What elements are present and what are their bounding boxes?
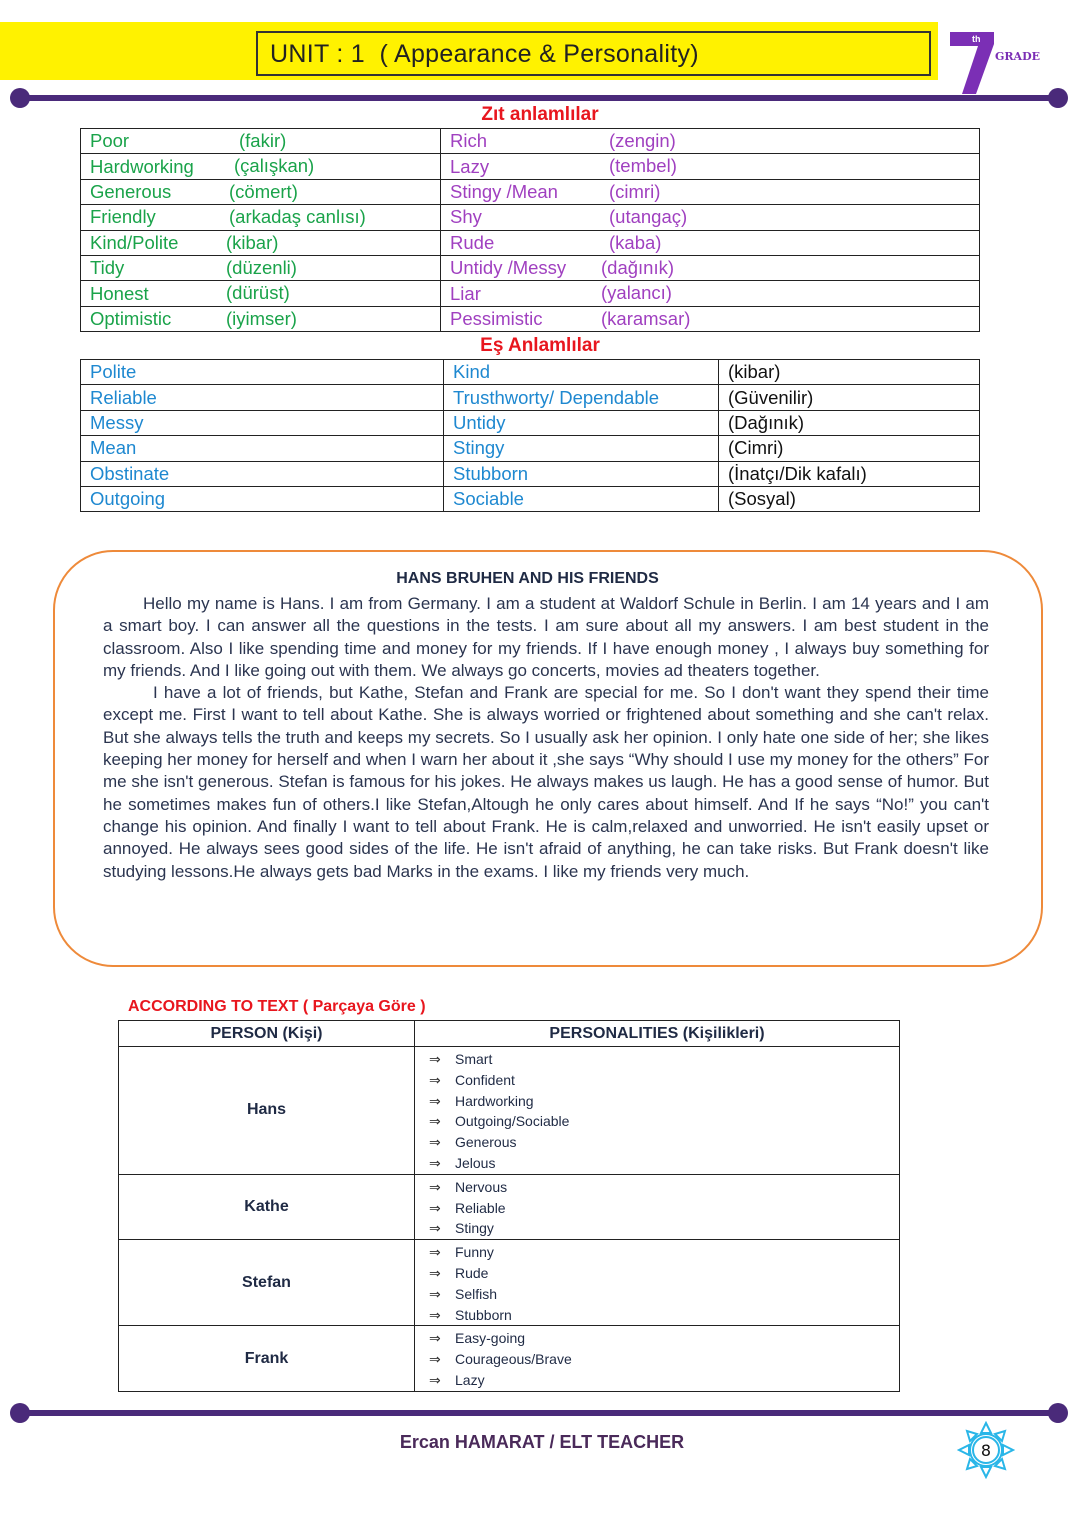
antonym-row bbox=[81, 255, 980, 280]
arrow-icon: ⇒ bbox=[429, 1134, 441, 1151]
word: Messy bbox=[81, 410, 444, 435]
synonym-row bbox=[81, 410, 980, 435]
translation: (Güvenilir) bbox=[719, 385, 980, 410]
according-title: ACCORDING TO TEXT ( Parçaya Göre ) bbox=[128, 998, 426, 1015]
antonym-left-cell bbox=[81, 306, 441, 331]
translation: (düzenli) bbox=[226, 256, 297, 278]
arrow-icon: ⇒ bbox=[429, 1371, 441, 1388]
synonym: Stingy bbox=[444, 436, 719, 461]
arrow-icon: ⇒ bbox=[429, 1264, 441, 1281]
translation: (Sosyal) bbox=[719, 486, 980, 511]
person-name: Frank bbox=[119, 1326, 415, 1391]
trait-item bbox=[429, 1218, 899, 1239]
story-text bbox=[103, 593, 989, 883]
translation: (zengin) bbox=[609, 130, 676, 151]
person-name: Hans bbox=[119, 1047, 415, 1175]
trait: Jelous bbox=[455, 1154, 496, 1171]
synonyms-table bbox=[80, 359, 980, 512]
antonym-left-cell bbox=[81, 205, 441, 230]
opposite-word: Stingy /Mean bbox=[450, 180, 558, 202]
antonym-row bbox=[81, 281, 980, 306]
opposite-word: Untidy /Messy bbox=[450, 257, 567, 279]
opposite-word: Rude bbox=[450, 231, 495, 253]
arrow-icon: ⇒ bbox=[429, 1351, 441, 1368]
translation: (dürüst) bbox=[226, 282, 290, 304]
trait: Funny bbox=[455, 1244, 494, 1261]
trait-item bbox=[429, 1328, 899, 1349]
arrow-icon: ⇒ bbox=[429, 1244, 441, 1261]
synonym: Trusthworty/ Dependable bbox=[444, 385, 719, 410]
divider-dot bbox=[1048, 1403, 1068, 1423]
word: Mean bbox=[81, 436, 444, 461]
antonym-right-cell bbox=[441, 154, 980, 179]
trait-item bbox=[429, 1284, 899, 1305]
translation: (arkadaş canlısı) bbox=[229, 206, 366, 228]
antonym-left-cell bbox=[81, 281, 441, 306]
story-title: HANS BRUHEN AND HIS FRIENDS bbox=[396, 570, 659, 587]
opposite-word: Pessimistic bbox=[450, 307, 543, 329]
word: Friendly bbox=[90, 206, 156, 228]
arrow-icon: ⇒ bbox=[429, 1220, 441, 1237]
trait-item bbox=[429, 1132, 899, 1153]
trait-item bbox=[429, 1091, 899, 1112]
translation: (cömert) bbox=[229, 180, 298, 202]
word: Outgoing bbox=[81, 486, 444, 511]
antonym-right-cell bbox=[441, 281, 980, 306]
translation: (Cimri) bbox=[719, 436, 980, 461]
word: Kind/Polite bbox=[90, 231, 179, 253]
antonym-left-cell bbox=[81, 255, 441, 280]
opposite-word: Rich bbox=[450, 130, 488, 152]
antonym-right-cell bbox=[441, 205, 980, 230]
trait: Smart bbox=[455, 1051, 493, 1067]
page-number-sun-icon bbox=[957, 1421, 1015, 1479]
translation: (çalışkan) bbox=[234, 155, 315, 177]
translation: (utangaç) bbox=[609, 206, 688, 228]
synonym: Sociable bbox=[444, 486, 719, 511]
word: Obstinate bbox=[81, 461, 444, 486]
arrow-icon: ⇒ bbox=[429, 1199, 441, 1216]
divider-dot bbox=[10, 1403, 30, 1423]
translation: (kibar) bbox=[719, 360, 980, 385]
translation: (kaba) bbox=[609, 231, 662, 253]
grade-logo-suffix: th bbox=[972, 34, 981, 44]
word: Reliable bbox=[81, 385, 444, 410]
opposite-word: Shy bbox=[450, 206, 482, 228]
arrow-icon: ⇒ bbox=[429, 1330, 441, 1347]
footer-author: Ercan HAMARAT / ELT TEACHER bbox=[399, 1432, 685, 1452]
traits-cell bbox=[415, 1047, 900, 1175]
synonym-row bbox=[81, 385, 980, 410]
synonym: Kind bbox=[444, 360, 719, 385]
trait: Rude bbox=[455, 1264, 489, 1281]
word: Optimistic bbox=[90, 307, 172, 329]
trait-item bbox=[429, 1153, 899, 1174]
trait: Nervous bbox=[455, 1178, 508, 1195]
antonym-row bbox=[81, 306, 980, 331]
trait-item bbox=[429, 1305, 899, 1326]
antonyms-table bbox=[80, 128, 980, 332]
arrow-icon: ⇒ bbox=[429, 1178, 441, 1195]
synonym-row bbox=[81, 486, 980, 511]
arrow-icon: ⇒ bbox=[429, 1071, 441, 1088]
antonyms-title: Zıt anlamlılar bbox=[481, 104, 599, 125]
trait: Generous bbox=[455, 1134, 517, 1151]
opposite-word: Lazy bbox=[450, 155, 490, 177]
divider-top bbox=[20, 95, 1060, 101]
person-row bbox=[119, 1326, 900, 1391]
trait-item bbox=[429, 1370, 899, 1391]
word: Polite bbox=[81, 360, 444, 385]
synonym: Untidy bbox=[444, 410, 719, 435]
antonym-right-cell bbox=[441, 255, 980, 280]
trait: Selfish bbox=[455, 1285, 498, 1302]
col-personalities: PERSONALITIES (Kişilikleri) bbox=[415, 1021, 900, 1047]
person-row bbox=[119, 1240, 900, 1326]
antonym-left-cell bbox=[81, 154, 441, 179]
synonym-row bbox=[81, 360, 980, 385]
trait: Lazy bbox=[455, 1371, 485, 1388]
trait-item bbox=[429, 1111, 899, 1132]
person-name: Kathe bbox=[119, 1174, 415, 1239]
story-paragraph-1: Hello my name is Hans. I am from Germany. I am a student at Waldorf Schule in Berlin. I am 14 years and I am a smart boy. I can answer all the questions in the tests. I am sure about all my answers. I am best student in the classroom. Also I like spending time and money for my friends. If I have enough money , I always buy something for my friends. And I like going out with them. We always go concerts, movies ad theaters together. bbox=[103, 594, 989, 680]
translation: (dağınık) bbox=[601, 256, 675, 278]
synonym-row bbox=[81, 436, 980, 461]
trait-item bbox=[429, 1242, 899, 1263]
antonym-right-cell bbox=[441, 306, 980, 331]
trait: Stingy bbox=[455, 1220, 494, 1237]
word: Poor bbox=[90, 130, 130, 152]
antonym-left-cell bbox=[81, 230, 441, 255]
arrow-icon: ⇒ bbox=[429, 1285, 441, 1302]
trait: Easy-going bbox=[455, 1330, 526, 1347]
personalities-table bbox=[118, 1020, 900, 1392]
translation: (Dağınık) bbox=[719, 410, 980, 435]
translation: (iyimser) bbox=[226, 307, 297, 329]
antonym-row bbox=[81, 230, 980, 255]
col-person: PERSON (Kişi) bbox=[119, 1021, 415, 1047]
word: Tidy bbox=[90, 257, 125, 279]
translation: (tembel) bbox=[609, 155, 677, 177]
synonyms-title: Eş Anlamlılar bbox=[480, 335, 600, 356]
antonym-left-cell bbox=[81, 179, 441, 204]
trait: Hardworking bbox=[455, 1092, 534, 1109]
arrow-icon: ⇒ bbox=[429, 1113, 441, 1130]
antonym-row bbox=[81, 179, 980, 204]
trait: Outgoing/Sociable bbox=[455, 1113, 570, 1130]
antonym-right-cell bbox=[441, 230, 980, 255]
person-row bbox=[119, 1174, 900, 1239]
opposite-word: Liar bbox=[450, 282, 481, 304]
trait: Stubborn bbox=[455, 1306, 512, 1323]
trait-item bbox=[429, 1177, 899, 1198]
antonym-right-cell bbox=[441, 179, 980, 204]
traits-cell bbox=[415, 1326, 900, 1391]
arrow-icon: ⇒ bbox=[429, 1092, 441, 1109]
translation: (fakir) bbox=[239, 130, 287, 151]
page-number: 8 bbox=[980, 1441, 992, 1460]
trait-item bbox=[429, 1263, 899, 1284]
grade-logo-label: GRADE bbox=[995, 50, 1040, 63]
traits-cell bbox=[415, 1240, 900, 1326]
translation: (İnatçı/Dik kafalı) bbox=[719, 461, 980, 486]
trait-item bbox=[429, 1198, 899, 1219]
translation: (karamsar) bbox=[601, 307, 691, 329]
word: Hardworking bbox=[90, 155, 194, 177]
antonym-right-cell bbox=[441, 129, 980, 154]
traits-cell bbox=[415, 1174, 900, 1239]
trait: Confident bbox=[455, 1071, 515, 1088]
synonym-row bbox=[81, 461, 980, 486]
trait-item bbox=[429, 1349, 899, 1370]
translation: (cimri) bbox=[609, 180, 661, 202]
arrow-icon: ⇒ bbox=[429, 1154, 441, 1171]
unit-title: UNIT : 1 ( Appearance & Personality) bbox=[256, 31, 931, 76]
antonym-row bbox=[81, 129, 980, 154]
translation: (kibar) bbox=[226, 231, 279, 253]
arrow-icon: ⇒ bbox=[429, 1306, 441, 1323]
story-paragraph-2: I have a lot of friends, but Kathe, Stefan and Frank are special for me. So I don't want they spend their time except me. First I want to tell about Kathe. She is always worried or frightened about something and she can't relax. But she always tells the truth and keeps my secrets. So I usually ask her opinion. I only hate one side of her; she likes keeping her money for herself and when I warn her about it ,she says “Why should I use my money for the others” For me she isn't generous. Stefan is famous for his jokes. He always makes us laugh. He has a good sense of humor. But he sometimes makes fun of others.I like Stefan,Altough he only cares about himself. And If he says “No!” you can't change his opinion. And finally I want to tell about Frank. He is calm,relaxed and unworried. He isn't easily upset or annoyed. He always sees good sides of the life. He isn't afraid of anything, he can take risks. But Frank doesn't like studying lessons.He always gets bad Marks in the exams. I like my friends very much. bbox=[103, 683, 989, 881]
synonym: Stubborn bbox=[444, 461, 719, 486]
translation: (yalancı) bbox=[601, 282, 672, 304]
trait: Courageous/Brave bbox=[455, 1351, 572, 1368]
antonym-left-cell bbox=[81, 129, 441, 154]
trait-item bbox=[429, 1049, 899, 1070]
person-row bbox=[119, 1047, 900, 1175]
trait-item bbox=[429, 1070, 899, 1091]
word: Generous bbox=[90, 180, 172, 202]
divider-bottom bbox=[20, 1410, 1060, 1416]
word: Honest bbox=[90, 282, 149, 304]
arrow-icon: ⇒ bbox=[429, 1051, 441, 1067]
antonym-row bbox=[81, 205, 980, 230]
person-name: Stefan bbox=[119, 1240, 415, 1326]
trait: Reliable bbox=[455, 1199, 506, 1216]
antonym-row bbox=[81, 154, 980, 179]
